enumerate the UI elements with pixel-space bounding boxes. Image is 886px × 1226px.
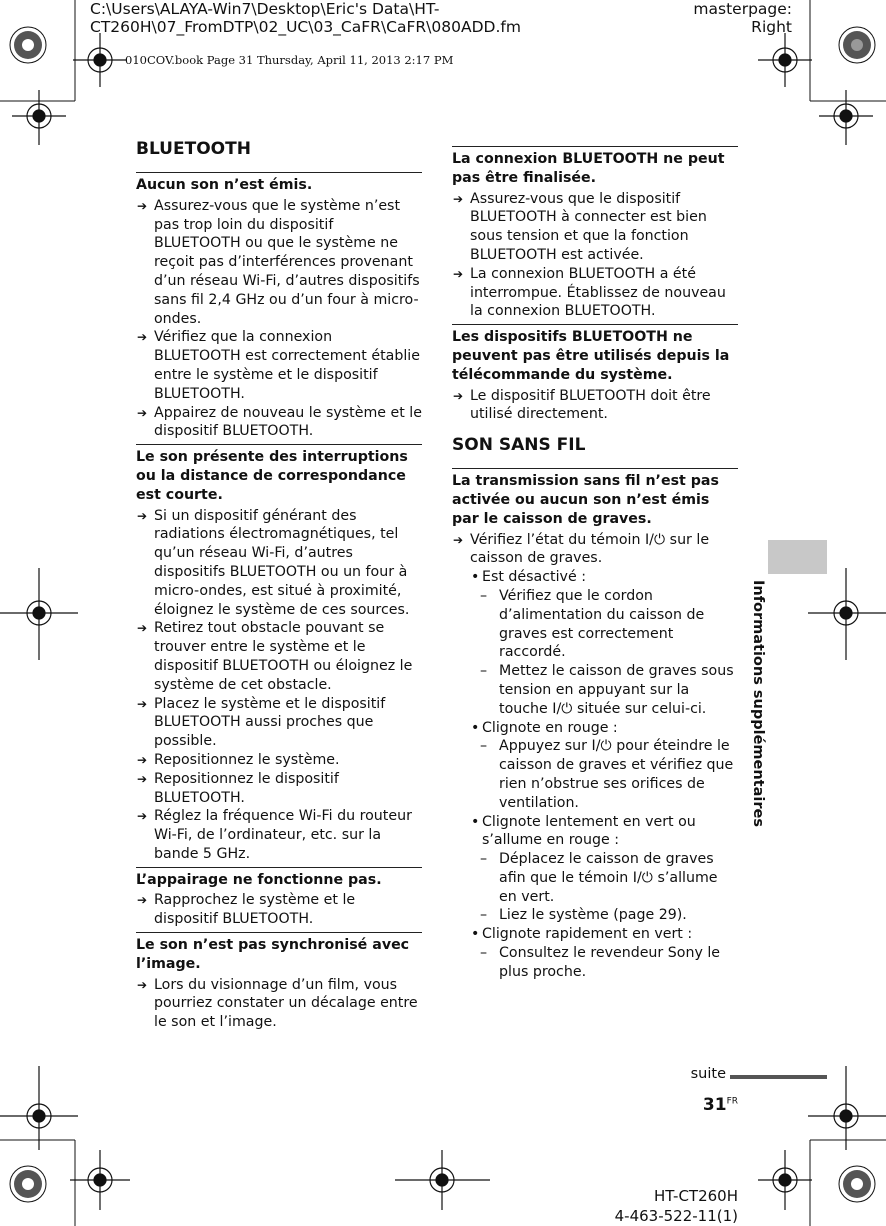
masterpage-line1: masterpage: [693, 0, 792, 18]
model-info [615, 1186, 738, 1226]
model-line2: 4-463-522-11(1) [614, 1207, 738, 1225]
heading-bluetooth: BLUETOOTH [136, 139, 251, 159]
dash-icon: – [480, 907, 488, 924]
continued-label: suite [690, 1066, 726, 1082]
step-item: – Mettez le caisson de graves sous tension en appuyant sur la touche I/⏻ située sur celui-ci. [480, 663, 734, 717]
step-item: – Vérifiez que le cordon d’alimentation du caisson de graves est correctement raccordé. [480, 587, 705, 661]
model-line1: HT-CT260H [653, 1187, 738, 1205]
crosshair-icon [758, 1150, 812, 1210]
column-right [452, 143, 738, 982]
page-number: $31^{FR}$ [702, 1095, 738, 1115]
crosshair-icon [0, 568, 78, 660]
arrow-icon: ➔ [453, 191, 464, 206]
registration-target-icon [839, 1166, 875, 1202]
side-label-text: Informations supplémentaires [750, 580, 766, 827]
section-title: Les dispositifs BLUETOOTH ne peuvent pas être utilisés depuis la télécommande du système. [452, 329, 730, 383]
bullet-icon: • [471, 719, 480, 736]
arrow-icon: ➔ [137, 405, 148, 420]
dash-icon: – [480, 587, 488, 604]
arrow-icon: ➔ [453, 532, 464, 547]
dash-icon: – [480, 663, 488, 680]
step-item: – Appuyez sur I/⏻ pour éteindre le caisson de graves et vérifiez que rien n’obstrue ses orifices de ventilation. [480, 738, 734, 811]
state-item: • Clignote rapidement en vert : – Consultez le revendeur Sony le plus proche. [470, 925, 738, 981]
bullet-icon: • [471, 926, 480, 943]
crosshair-icon [0, 1066, 78, 1150]
heading-wireless: SON SANS FIL [452, 435, 586, 456]
arrow-icon: ➔ [453, 388, 464, 403]
section-title: La connexion BLUETOOTH ne peut pas être finalisée. [452, 151, 725, 186]
bullet-icon: • [471, 569, 480, 586]
list-item: ➔ Repositionnez le dispositif BLUETOOTH. [137, 770, 339, 806]
registration-target-icon [10, 1166, 46, 1202]
arrow-icon: ➔ [137, 508, 148, 523]
section-sync [136, 932, 422, 1032]
continued-bar [730, 1075, 827, 1079]
book-info: 010COV.book Page 31 Thursday, April 11, 2013 2:17 PM [125, 53, 454, 67]
section-pairing [136, 867, 422, 929]
bullet-icon: • [471, 813, 480, 830]
list-item: ➔ Rapprochez le système et le dispositif BLUETOOTH. [137, 892, 356, 928]
section-title: La transmission sans fil n’est pas activée ou aucun son n’est émis par le caisson de graves. [452, 473, 719, 527]
arrow-icon: ➔ [137, 752, 148, 767]
list-item: ➔ Lors du visionnage d’un film, vous pourriez constater un décalage entre le son et l’image. [137, 976, 418, 1031]
step-item: – Liez le système (page 29). [480, 907, 687, 924]
dash-icon: – [480, 945, 488, 962]
crosshair-icon [819, 90, 873, 145]
state-item: • Clignote lentement en vert ou s’allume en rouge : – Déplacez le caisson de graves afin que le témoin I/⏻ s’allume en vert. – Liez le système (page 29). [470, 813, 738, 926]
section-title: Le son n’est pas synchronisé avec l’image. [136, 937, 410, 972]
arrow-icon: ➔ [453, 266, 464, 281]
registration-target-icon [10, 27, 46, 63]
section-title: Le son présente des interruptions ou la distance de correspondance est courte. [136, 449, 408, 503]
crosshair-icon [73, 33, 127, 87]
list-item: ➔ Vérifiez l’état du témoin I/⏻ sur le caisson de graves. • Est désactivé : – Vérifiez que le cordon d’alimentation du caisson de graves est correctement raccordé. – Mettez le caisson de graves sous tension en appuyant sur la touche I/⏻ située sur celui-ci. • Clignote en rouge : – Appuyez sur I/⏻ pour éteindre le caisson de graves et vérifiez que rien n’obstrue ses orifices de ventilation. • Clignote lentement en vert ou s’allume en rouge : – Déplacez le caisson de graves afin que le témoin I/⏻ s’allume en vert. – Liez le système (page 29). • Clignote rapidement en vert : – Consultez le revendeur Sony le plus proche. [452, 531, 738, 982]
dash-icon: – [480, 738, 488, 755]
arrow-icon: ➔ [137, 621, 148, 636]
list-item: ➔ Réglez la fréquence Wi-Fi du routeur Wi-Fi, de l’ordinateur, etc. sur la bande 5 GHz. [137, 808, 412, 862]
list-item: ➔ Appairez de nouveau le système et le dispositif BLUETOOTH. [137, 404, 422, 440]
crosshair-icon [395, 1150, 490, 1210]
section-connection [452, 146, 738, 321]
crosshair-icon [758, 33, 812, 87]
side-label [750, 580, 788, 830]
crosshair-icon [808, 568, 886, 660]
arrow-icon: ➔ [137, 330, 148, 345]
list-item: ➔ Assurez-vous que le système n’est pas trop loin du dispositif BLUETOOTH ou que le système ne reçoit pas d’interférences provenant d’un réseau Wi-Fi, d’autres dispositifs sans fil 2,4 GHz ou d’un four à micro-ondes. [137, 197, 420, 327]
list-item: ➔ Assurez-vous que le dispositif BLUETOOTH à connecter est bien sous tension et que la fonction BLUETOOTH est activée. [453, 190, 707, 263]
state-item: • Est désactivé : – Vérifiez que le cordon d’alimentation du caisson de graves est correctement raccordé. – Mettez le caisson de graves sous tension en appuyant sur la touche I/⏻ située sur celui-ci. [470, 568, 738, 718]
masterpage-line2: Right [751, 18, 792, 36]
section-title: Aucun son n’est émis. [136, 177, 313, 193]
crosshair-icon [12, 90, 66, 145]
arrow-icon: ➔ [137, 771, 148, 786]
section-title: L’appairage ne fonctionne pas. [136, 871, 382, 888]
section-interruptions [136, 444, 422, 864]
arrow-icon: ➔ [137, 809, 148, 824]
list-item: ➔ Retirez tout obstacle pouvant se trouver entre le système et le dispositif BLUETOOTH ou éloignez le système de cet obstacle. [137, 620, 413, 693]
registration-target-icon [839, 27, 875, 63]
arrow-icon: ➔ [137, 696, 148, 711]
list-item: ➔ Si un dispositif générant des radiations électromagnétiques, tel qu’un réseau Wi-Fi, d’autres dispositifs BLUETOOTH ou un four à micro-ondes, est situé à proximité, éloignez le système de ces sources. [137, 507, 410, 618]
file-path-line2: CT260H\07_FromDTP\02_UC\03_CaFR\CaFR\080ADD.fm [90, 18, 521, 36]
column-left [136, 138, 422, 1032]
file-path-line1: C:\Users\ALAYA-Win7\Desktop\Eric's Data\HT- [90, 0, 440, 18]
list-item: ➔ Vérifiez que la connexion BLUETOOTH est correctement établie entre le système et le dispositif BLUETOOTH. [137, 329, 420, 402]
step-item: – Consultez le revendeur Sony le plus proche. [480, 945, 721, 980]
arrow-icon: ➔ [137, 977, 148, 992]
section-no-sound [136, 172, 422, 441]
dash-icon: – [480, 851, 488, 868]
arrow-icon: ➔ [137, 893, 148, 908]
list-item: ➔ Placez le système et le dispositif BLUETOOTH aussi proches que possible. [137, 695, 386, 750]
state-item: • Clignote en rouge : – Appuyez sur I/⏻ pour éteindre le caisson de graves et vérifiez que rien n’obstrue ses orifices de ventilation. [470, 719, 738, 813]
list-item: ➔ Repositionnez le système. [137, 751, 340, 768]
section-remote [452, 324, 738, 424]
step-item: – Déplacez le caisson de graves afin que le témoin I/⏻ s’allume en vert. [480, 851, 718, 905]
list-item: ➔ La connexion BLUETOOTH a été interrompue. Établissez de nouveau la connexion BLUETOOTH. [453, 265, 726, 320]
list-item: ➔ Le dispositif BLUETOOTH doit être utilisé directement. [453, 387, 711, 423]
crosshair-icon [70, 1150, 130, 1210]
section-wireless [452, 468, 738, 982]
side-tab [768, 540, 827, 574]
arrow-icon: ➔ [137, 198, 148, 213]
page-suffix: FR [726, 1096, 738, 1107]
